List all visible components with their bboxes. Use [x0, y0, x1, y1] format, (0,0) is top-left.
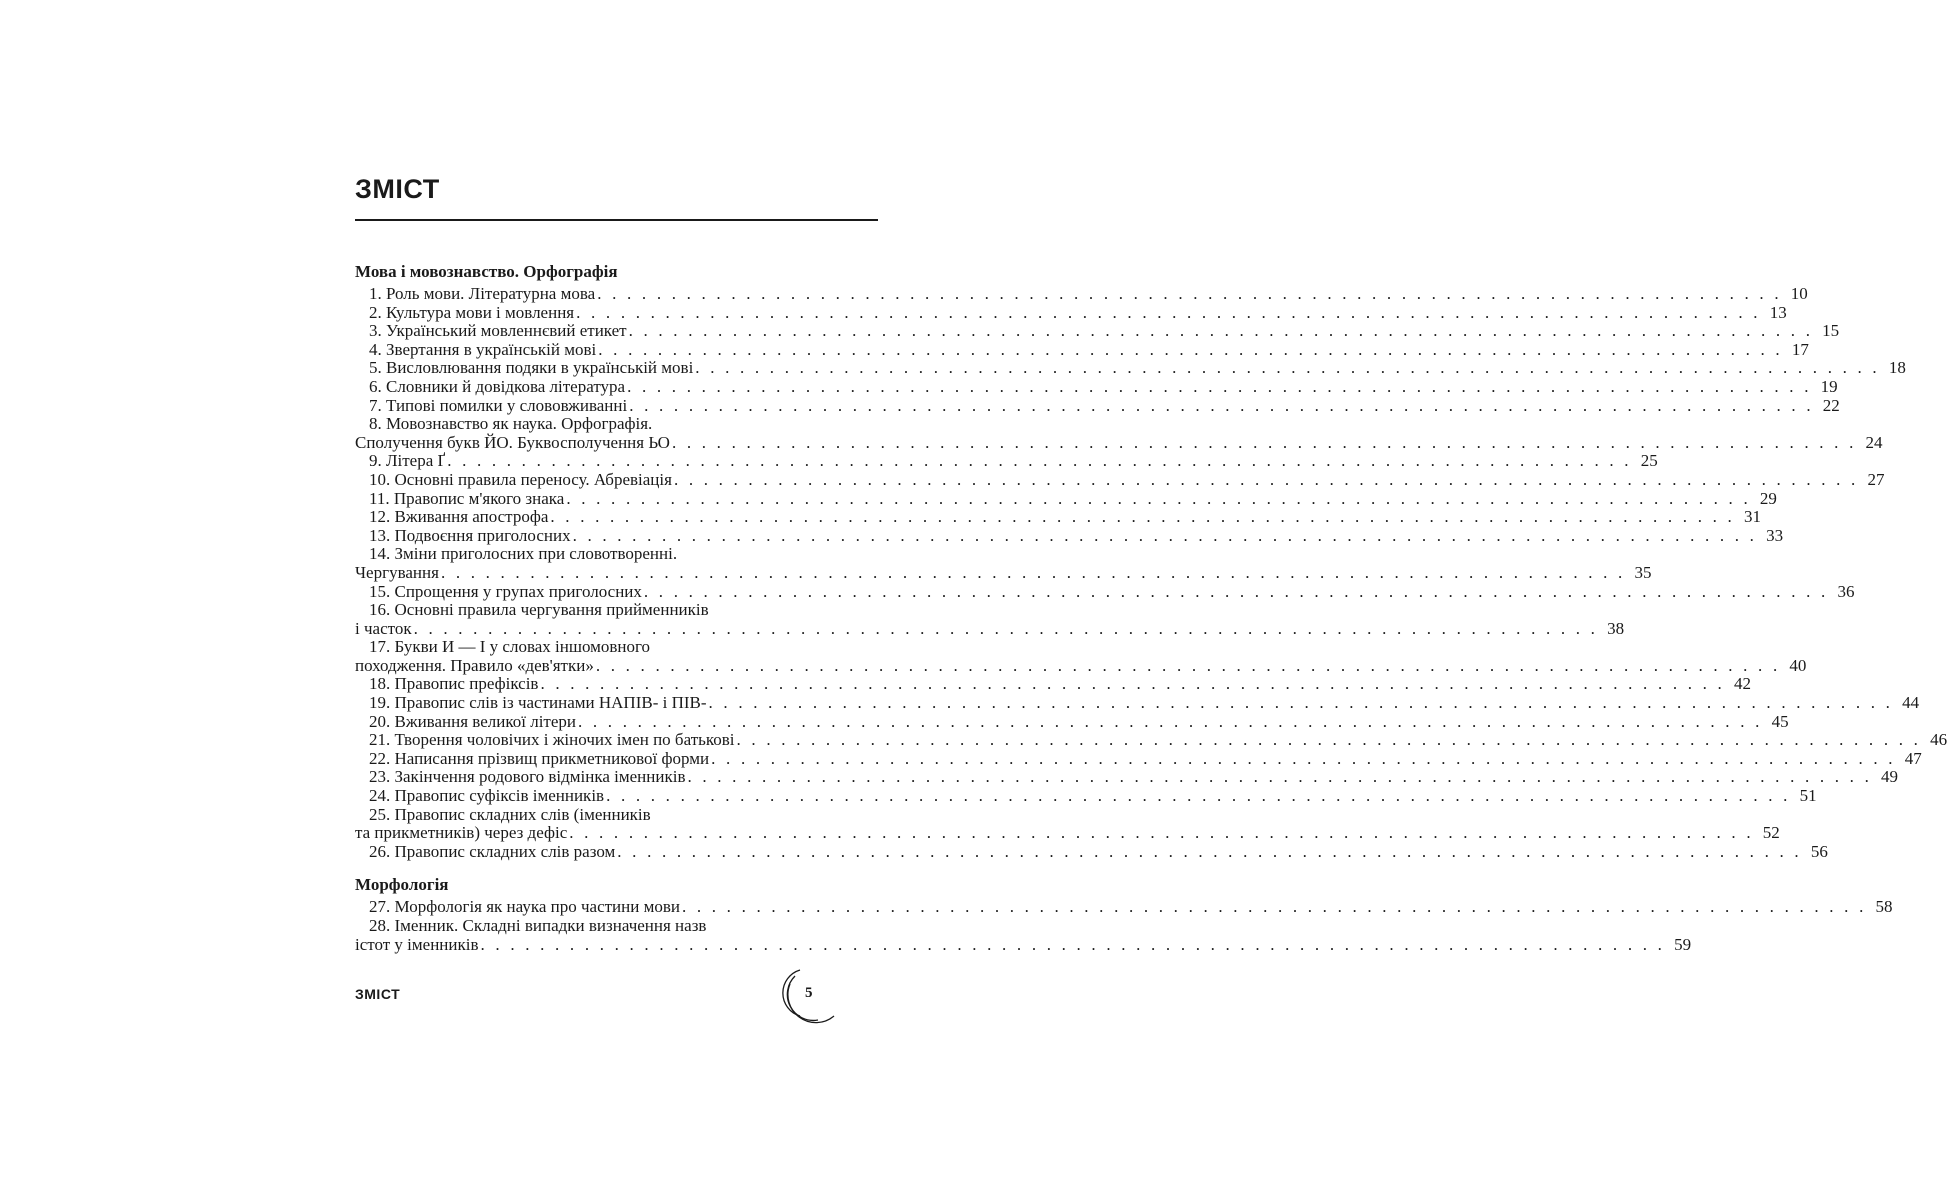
toc-entry[interactable]: [355, 693, 1920, 713]
dot-leader: . . . . . . . . . . . . . . . . . . . . . . . . . . . . . . . . . . . . . . . . . . . . . . . . . . . . . . . . . . . . . . . . . . . . . . . . . . . . . . . .: [629, 395, 1814, 415]
toc-page-number: 59: [1674, 934, 1692, 954]
toc-entry[interactable]: [355, 711, 1789, 732]
toc-entry[interactable]: [355, 339, 1809, 360]
dot-leader: . . . . . . . . . . . . . . . . . . . . . . . . . . . . . . . . . . . . . . . . . . . . . . . . . . . . . . . . . . . . . . . . . . . . . . . . . . . . . . . .: [597, 284, 1782, 303]
toc-entry-title: 23. Закінчення родового відмінка іменників: [369, 767, 686, 787]
toc-entry-title: та прикметників) через дефіс: [355, 823, 568, 843]
toc-entry[interactable]: [355, 507, 1761, 527]
toc-entry-title: і часток: [355, 618, 412, 638]
toc-page-number: 36: [1837, 581, 1855, 601]
dot-leader: . . . . . . . . . . . . . . . . . . . . . . . . . . . . . . . . . . . . . . . . . . . . . . . . . . . . . . . . . . . . . . . . . . . . . . . . . . . . . . . .: [440, 562, 1626, 582]
toc-entry-title: 27. Морфологія як наука про частини мови: [369, 897, 680, 917]
toc-entry-title: істот у іменників: [355, 934, 479, 954]
toc-entry[interactable]: [355, 302, 1787, 323]
toc-page-number: 35: [1634, 562, 1652, 582]
dot-leader: . . . . . . . . . . . . . . . . . . . . . . . . . . . . . . . . . . . . . . . . . . . . . . . . . . . . . . . . . . . . . . . . . . . . . . . . . . . . . . . .: [695, 358, 1880, 378]
toc-entry[interactable]: [355, 284, 1808, 304]
toc-entry-title: Сполучення букв ЙО. Буквосполучення ЬО: [355, 432, 670, 452]
dot-leader: . . . . . . . . . . . . . . . . . . . . . . . . . . . . . . . . . . . . . . . . . . . . . . . . . . . . . . . . . . . . . . . . . . . . . . . . . . . . . . . .: [736, 730, 1922, 750]
toc-page-number: 29: [1759, 488, 1777, 508]
dot-leader: . . . . . . . . . . . . . . . . . . . . . . . . . . . . . . . . . . . . . . . . . . . . . . . . . . . . . . . . . . . . . . . . . . . . . . . . . . . . . . . .: [413, 618, 1599, 638]
dot-leader: . . . . . . . . . . . . . . . . . . . . . . . . . . . . . . . . . . . . . . . . . . . . . . . . . . . . . . . . . . . . . . . . . . . . . . . . . . . . . . . .: [606, 786, 1791, 806]
toc-entry[interactable]: [355, 767, 1899, 787]
toc-page-number: 51: [1799, 786, 1817, 806]
dot-leader: . . . . . . . . . . . . . . . . . . . . . . . . . . . . . . . . . . . . . . . . . . . . . . . . . . . . . . . . . . . . . . . . . . . . . . . . . . . . . . . .: [643, 581, 1829, 601]
toc-page-number: 10: [1790, 284, 1808, 303]
toc-entry-title: 22. Написання прізвищ прикметникової форми: [369, 748, 710, 768]
dot-leader: . . . . . . . . . . . . . . . . . . . . . . . . . . . . . . . . . . . . . . . . . . . . . . . . . . . . . . . . . . . . . . . . . . . . . . . . . . . . . . . .: [617, 841, 1802, 861]
toc-entry-title: 26. Правопис складних слів разом: [369, 841, 616, 861]
toc-entry[interactable]: [355, 897, 1893, 917]
toc-entry[interactable]: [355, 358, 1906, 378]
dot-leader: . . . . . . . . . . . . . . . . . . . . . . . . . . . . . . . . . . . . . . . . . . . . . . . . . . . . . . . . . . . . . . . . . . . . . . . . . . . . . . . .: [550, 507, 1735, 527]
toc-page-number: 17: [1791, 339, 1809, 359]
dot-leader: . . . . . . . . . . . . . . . . . . . . . . . . . . . . . . . . . . . . . . . . . . . . . . . . . . . . . . . . . . . . . . . . . . . . . . . . . . . . . . . .: [480, 934, 1666, 954]
toc-page-number: 33: [1766, 525, 1784, 545]
toc-page-number: 47: [1904, 748, 1922, 768]
dot-leader: . . . . . . . . . . . . . . . . . . . . . . . . . . . . . . . . . . . . . . . . . . . . . . . . . . . . . . . . . . . . . . . . . . . . . . . . . . . . . . . .: [566, 488, 1751, 508]
toc-page-number: 56: [1810, 841, 1828, 861]
toc-entry-title: 3. Український мовленнєвий етикет: [369, 321, 627, 341]
toc-entry-title: 12. Вживання апострофа: [369, 507, 549, 527]
toc-entry-title: 13. Подвоєння приголосних: [369, 525, 571, 545]
dot-leader: . . . . . . . . . . . . . . . . . . . . . . . . . . . . . . . . . . . . . . . . . . . . . . . . . . . . . . . . . . . . . . . . . . . . . . . . . . . . . . . .: [540, 674, 1726, 694]
toc-page-number: 18: [1888, 358, 1906, 378]
toc-entry[interactable]: [355, 488, 1777, 509]
toc-page-number: 22: [1822, 395, 1840, 415]
dot-leader: . . . . . . . . . . . . . . . . . . . . . . . . . . . . . . . . . . . . . . . . . . . . . . . . . . . . . . . . . . . . . . . . . . . . . . . . . . . . . . . .: [627, 376, 1812, 396]
dot-leader: . . . . . . . . . . . . . . . . . . . . . . . . . . . . . . . . . . . . . . . . . . . . . . . . . . . . . . . . . . . . . . . . . . . . . . . . . . . . . . . .: [711, 748, 1896, 768]
toc-entry[interactable]: [355, 525, 1784, 546]
toc-entry-title: 17. Букви И — І у словах іншомовного: [369, 637, 651, 657]
toc-entry-title: 18. Правопис префіксів: [369, 674, 539, 694]
toc-entry[interactable]: [355, 748, 1922, 769]
dot-leader: . . . . . . . . . . . . . . . . . . . . . . . . . . . . . . . . . . . . . . . . . . . . . . . . . . . . . . . . . . . . . . . . . . . . . . . . . . . . . . . .: [447, 451, 1632, 471]
toc-page-number: 24: [1865, 432, 1883, 452]
toc-page-number: 49: [1881, 767, 1899, 787]
toc-page-number: 19: [1820, 376, 1838, 396]
dot-leader: . . . . . . . . . . . . . . . . . . . . . . . . . . . . . . . . . . . . . . . . . . . . . . . . . . . . . . . . . . . . . . . . . . . . . . . . . . . . . . . .: [687, 767, 1873, 787]
toc-entry[interactable]: [355, 376, 1838, 397]
toc-entry[interactable]: [355, 841, 1828, 862]
toc-entry-title: 19. Правопис слів із частинами НАПІВ- і ПІВ-: [369, 693, 707, 713]
table-of-contents: [355, 262, 1947, 954]
toc-entry-title: походження. Правило «дев'ятки»: [355, 655, 594, 675]
toc-entry-title: 2. Культура мови і мовлення: [369, 302, 575, 322]
dot-leader: . . . . . . . . . . . . . . . . . . . . . . . . . . . . . . . . . . . . . . . . . . . . . . . . . . . . . . . . . . . . . . . . . . . . . . . . . . . . . . . .: [598, 339, 1783, 359]
toc-entry-title: 24. Правопис суфіксів іменників: [369, 786, 605, 806]
toc-entry-title: 25. Правопис складних слів (іменників: [369, 804, 651, 824]
dot-leader: . . . . . . . . . . . . . . . . . . . . . . . . . . . . . . . . . . . . . . . . . . . . . . . . . . . . . . . . . . . . . . . . . . . . . . . . . . . . . . . .: [681, 897, 1867, 917]
toc-entry-title: 15. Спрощення у групах приголосних: [369, 581, 642, 601]
dot-leader: . . . . . . . . . . . . . . . . . . . . . . . . . . . . . . . . . . . . . . . . . . . . . . . . . . . . . . . . . . . . . . . . . . . . . . . . . . . . . . . .: [628, 321, 1814, 341]
toc-page-number: 25: [1640, 451, 1658, 471]
toc-page-number: 27: [1867, 469, 1885, 489]
toc-entry-title: 16. Основні правила чергування прийменників: [369, 600, 709, 620]
toc-page-number: 31: [1743, 507, 1761, 527]
toc-entry[interactable]: [355, 544, 1652, 582]
toc-entry[interactable]: [355, 581, 1855, 602]
toc-entry[interactable]: [355, 916, 1692, 954]
toc-page-number: 52: [1762, 823, 1780, 843]
toc-entry[interactable]: [355, 786, 1817, 806]
page-number: 5: [805, 985, 813, 1001]
toc-entry[interactable]: [355, 321, 1840, 341]
dot-leader: . . . . . . . . . . . . . . . . . . . . . . . . . . . . . . . . . . . . . . . . . . . . . . . . . . . . . . . . . . . . . . . . . . . . . . . . . . . . . . . .: [576, 302, 1761, 322]
toc-entry[interactable]: [355, 637, 1807, 675]
toc-page-number: 44: [1902, 693, 1920, 713]
page-title: ЗМІСТ: [355, 174, 440, 204]
dot-leader: . . . . . . . . . . . . . . . . . . . . . . . . . . . . . . . . . . . . . . . . . . . . . . . . . . . . . . . . . . . . . . . . . . . . . . . . . . . . . . . .: [595, 655, 1781, 675]
toc-entry-title: 20. Вживання великої літери: [369, 711, 576, 731]
toc-page-number: 42: [1734, 674, 1752, 694]
toc-entry-title: Чергування: [355, 562, 439, 582]
toc-entry[interactable]: [355, 804, 1780, 843]
dot-leader: . . . . . . . . . . . . . . . . . . . . . . . . . . . . . . . . . . . . . . . . . . . . . . . . . . . . . . . . . . . . . . . . . . . . . . . . . . . . . . . .: [673, 469, 1859, 489]
toc-page-number: 46: [1930, 730, 1947, 750]
dot-leader: . . . . . . . . . . . . . . . . . . . . . . . . . . . . . . . . . . . . . . . . . . . . . . . . . . . . . . . . . . . . . . . . . . . . . . . . . . . . . . . .: [671, 432, 1857, 452]
toc-page-number: 40: [1789, 655, 1807, 675]
toc-entry[interactable]: [355, 451, 1658, 471]
toc-page-number: 13: [1769, 302, 1787, 322]
toc-entry-title: 5. Висловлювання подяки в українській мові: [369, 358, 694, 378]
toc-entry-title: 28. Іменник. Складні випадки визначення назв: [369, 916, 707, 935]
dot-leader: . . . . . . . . . . . . . . . . . . . . . . . . . . . . . . . . . . . . . . . . . . . . . . . . . . . . . . . . . . . . . . . . . . . . . . . . . . . . . . . .: [708, 693, 1894, 713]
dot-leader: . . . . . . . . . . . . . . . . . . . . . . . . . . . . . . . . . . . . . . . . . . . . . . . . . . . . . . . . . . . . . . . . . . . . . . . . . . . . . . . .: [572, 525, 1758, 545]
toc-entry[interactable]: [355, 469, 1885, 490]
toc-entry[interactable]: [355, 730, 1947, 750]
toc-section-title: Мова і мовознавство. Орфографія: [355, 262, 618, 281]
toc-entry-title: 6. Словники й довідкова література: [369, 376, 626, 396]
dot-leader: . . . . . . . . . . . . . . . . . . . . . . . . . . . . . . . . . . . . . . . . . . . . . . . . . . . . . . . . . . . . . . . . . . . . . . . . . . . . . . . .: [569, 823, 1754, 843]
running-footer-label: ЗМІСТ: [355, 986, 401, 1002]
toc-entry-title: 14. Зміни приголосних при словотворенні.: [369, 544, 678, 564]
toc-entry-title: 8. Мовознавство як наука. Орфографія.: [369, 414, 653, 434]
toc-entry-title: 1. Роль мови. Літературна мова: [369, 284, 596, 303]
toc-entry-title: 4. Звертання в українській мові: [369, 339, 597, 359]
toc-page-number: 38: [1607, 618, 1625, 638]
toc-entry-title: 21. Творення чоловічих і жіночих імен по батькові: [369, 730, 735, 750]
toc-entry-title: 11. Правопис м'якого знака: [369, 488, 565, 508]
toc-page-number: 15: [1822, 321, 1840, 341]
toc-entry[interactable]: [355, 395, 1840, 416]
toc-entry[interactable]: [355, 414, 1883, 452]
toc-page-number: 58: [1875, 897, 1893, 917]
dot-leader: . . . . . . . . . . . . . . . . . . . . . . . . . . . . . . . . . . . . . . . . . . . . . . . . . . . . . . . . . . . . . . . . . . . . . . . . . . . . . . . .: [578, 711, 1763, 731]
toc-entry-title: 9. Літера Ґ: [369, 451, 446, 471]
toc-section-title: Морфологія: [355, 875, 449, 895]
toc-entry-title: 7. Типові помилки у слововживанні: [369, 395, 628, 415]
toc-entry[interactable]: [355, 600, 1625, 638]
toc-page-number: 45: [1771, 711, 1789, 731]
title-rule: [355, 219, 878, 221]
toc-entry-title: 10. Основні правила переносу. Абревіація: [369, 469, 672, 489]
toc-entry[interactable]: [355, 674, 1752, 694]
